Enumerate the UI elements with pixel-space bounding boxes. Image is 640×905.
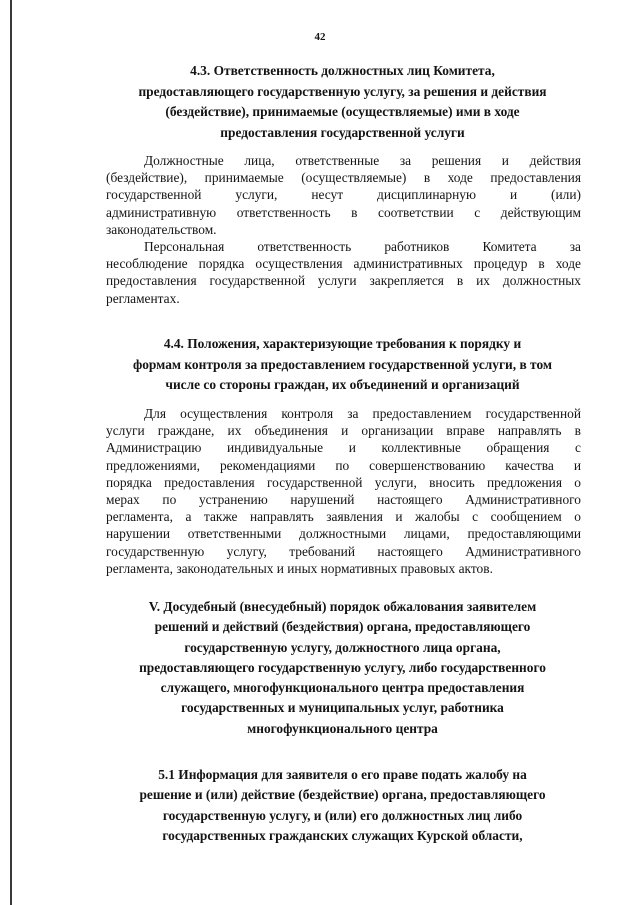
text-line: порядка предоставления государственной услуги, вносить предложения о: [106, 474, 581, 490]
text-line: (бездействие), принимаемые (осуществляемые) в ходе предоставления: [106, 170, 581, 186]
heading-line: 4.4. Положения, характеризующие требования к порядку и: [163, 336, 522, 351]
heading-line: 5.1 Информация для заявителя о его праве подать жалобу на: [158, 767, 527, 782]
text-line: Для осуществления контроля за предоставлением государственной: [144, 406, 581, 421]
section-5-heading: [100, 597, 585, 739]
section-4-4-heading: [100, 334, 585, 396]
heading-line: решение и (или) действие (бездействие) органа, предоставляющего: [139, 787, 546, 803]
section-4-3-heading: [100, 61, 585, 143]
heading-line: решений и действий (бездействия) органа, предоставляющего: [154, 619, 531, 635]
text-line: регламента, законодательных и иных нормативных правовых актов.: [106, 560, 493, 576]
heading-line: (бездействие), принимаемые (осуществляемые) ими в ходе: [165, 104, 520, 119]
text-line: Персональная ответственность работников Комитета за: [144, 239, 581, 254]
heading-line: формам контроля за предоставлением государственной услуги, в том: [132, 356, 553, 372]
heading-line: государственных гражданских служащих Курской области,: [162, 827, 523, 843]
page-number: 42: [314, 31, 326, 43]
section-4-4-paragraph: [106, 405, 581, 577]
text-line: регламентах.: [106, 290, 180, 306]
heading-line: служащего, многофункционального центра предоставления: [160, 680, 525, 696]
text-line: предложениями, рекомендациями по совершенствованию качества и: [106, 457, 581, 473]
text-line: государственную услугу, требований настоящего Административного: [106, 543, 581, 559]
scan-edge-line: [10, 0, 12, 905]
text-line: законодательством.: [106, 221, 217, 237]
text-line: нарушении ответственными должностными лицами, предоставляющими: [106, 526, 581, 542]
text-line: несоблюдение порядка осуществления административных процедур в ходе: [106, 256, 581, 272]
text-line: Администрацию индивидуальные и коллективные обращения с: [106, 440, 581, 456]
heading-line: государственную услугу, должностного лица органа,: [184, 639, 501, 655]
text-line: услуги граждане, их объединения и организации вправе направлять в: [106, 423, 581, 439]
heading-line: предоставляющего государственную услугу, либо государственного: [139, 659, 546, 675]
heading-line: предоставления государственной услуги: [220, 124, 465, 140]
text-line: государственной услуги, несут дисциплинарную и (или): [106, 187, 581, 203]
heading-line: V. Досудебный (внесудебный) порядок обжалования заявителем: [148, 599, 537, 614]
text-line: административную ответственность в соответствии с действующим: [106, 204, 581, 220]
heading-line: 4.3. Ответственность должностных лиц Комитета,: [190, 63, 495, 78]
heading-line: числе со стороны граждан, их объединений и организаций: [165, 377, 520, 392]
section-4-3-paragraph-2: [106, 238, 581, 307]
heading-line: предоставляющего государственную услугу, за решения и действия: [138, 83, 547, 99]
section-5-1-heading: [100, 765, 585, 846]
section-4-3-paragraph-1: [106, 152, 581, 238]
heading-line: государственных и муниципальных услуг, работника: [181, 700, 504, 716]
heading-line: многофункционального центра: [247, 720, 438, 736]
text-line: предоставления государственной услуги закрепляется в их должностных: [106, 273, 581, 289]
text-line: регламента, а также направлять заявления и жалобы с сообщением о: [106, 509, 581, 525]
text-line: Должностные лица, ответственные за решения и действия: [144, 153, 581, 168]
heading-line: государственную услугу, и (или) его должностных лиц либо: [162, 807, 523, 823]
text-line: мерах по устранению нарушений настоящего Административного: [106, 492, 581, 508]
